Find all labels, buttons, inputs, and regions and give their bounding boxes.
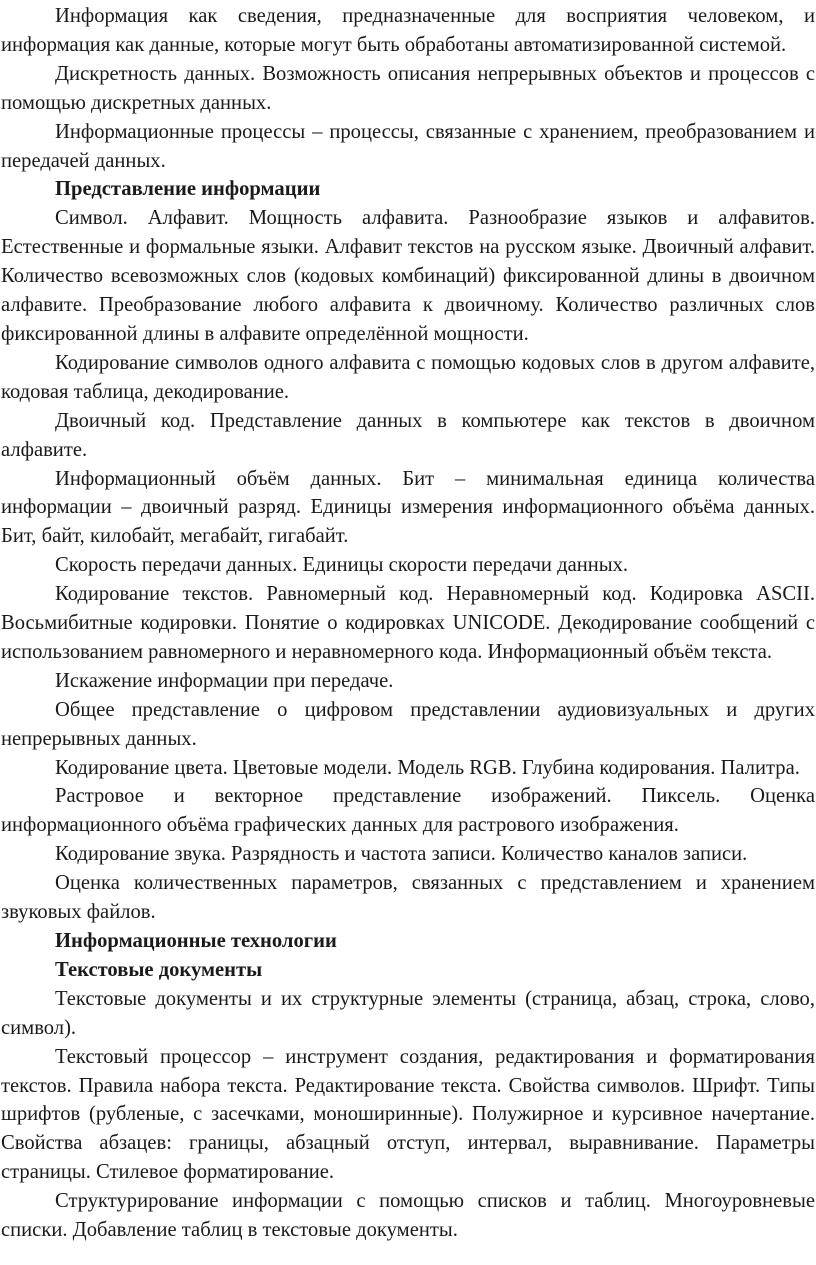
- paragraph: Скорость передачи данных. Единицы скорости передачи данных.: [55, 554, 629, 577]
- paragraph: Кодирование звука. Разрядность и частота записи. Количество каналов записи.: [55, 843, 748, 866]
- section-heading: Представление информации: [55, 178, 321, 201]
- paragraph: Оценка количественных параметров, связанных с представлением и хранением звуковых файлов.: [1, 872, 815, 924]
- paragraph: Структурирование информации с помощью списков и таблиц. Многоуровневые списки. Добавление таблиц в текстовые документы.: [1, 1190, 815, 1242]
- paragraph: Общее представление о цифровом представлении аудиовизуальных и других непрерывных данных.: [1, 698, 815, 750]
- paragraph: Искажение информации при передаче.: [55, 669, 394, 692]
- subsection-heading: Текстовые документы: [55, 958, 263, 981]
- paragraph: Информационный объём данных. Бит – минимальная единица количества информации – двоичный разряд. Единицы измерения информационного объёма данных. Бит, байт, килобайт, мегабайт, гигабайт.: [1, 467, 815, 548]
- paragraph: Двоичный код. Представление данных в компьютере как текстов в двоичном алфавите.: [1, 409, 815, 461]
- paragraph: Кодирование текстов. Равномерный код. Неравномерный код. Кодировка ASCII. Восьмибитные кодировки. Понятие о кодировках UNICODE. Декодирование сообщений с использованием равномерного и неравномерного кода. Информационный объём текста.: [1, 583, 815, 663]
- paragraph: Растровое и векторное представление изображений. Пиксель. Оценка информационного объёма графических данных для растрового изображения.: [1, 785, 815, 837]
- paragraph: Кодирование символов одного алфавита с помощью кодовых слов в другом алфавите, кодовая таблица, декодирование.: [1, 351, 815, 403]
- section-heading: Информационные технологии: [55, 930, 337, 952]
- paragraph: Текстовые документы и их структурные элементы (страница, абзац, строка, слово, символ).: [1, 987, 815, 1039]
- paragraph: Текстовый процессор – инструмент создания, редактирования и форматирования текстов. Правила набора текста. Редактирование текста. Свойства символов. Шрифт. Типы шрифтов (рубленые, с засечками, моноширинные). Полужирное и курсивное начертание. Свойства абзацев: границы, абзацный отступ, интервал, выравнивание. Параметры страницы. Стилевое форматирование.: [1, 1045, 815, 1184]
- paragraph: Информационные процессы – процессы, связанные с хранением, преобразованием и передачей данных.: [1, 120, 815, 172]
- paragraph: Кодирование цвета. Цветовые модели. Модель RGB. Глубина кодирования. Палитра.: [55, 756, 800, 779]
- paragraph: Символ. Алфавит. Мощность алфавита. Разнообразие языков и алфавитов. Естественные и формальные языки. Алфавит текстов на русском языке. Двоичный алфавит. Количество всевозможных слов (кодовых комбинаций) фиксированной длины в двоичном алфавите. Преобразование любого алфавита к двоичному. Количество различных слов фиксированной длины в алфавите определённой мощности.: [1, 207, 815, 345]
- paragraph: Дискретность данных. Возможность описания непрерывных объектов и процессов с помощью дискретных данных.: [1, 62, 815, 114]
- paragraph: Информация как сведения, предназначенные для восприятия человеком, и информация как данные, которые могут быть обработаны автоматизированной системой.: [1, 5, 815, 56]
